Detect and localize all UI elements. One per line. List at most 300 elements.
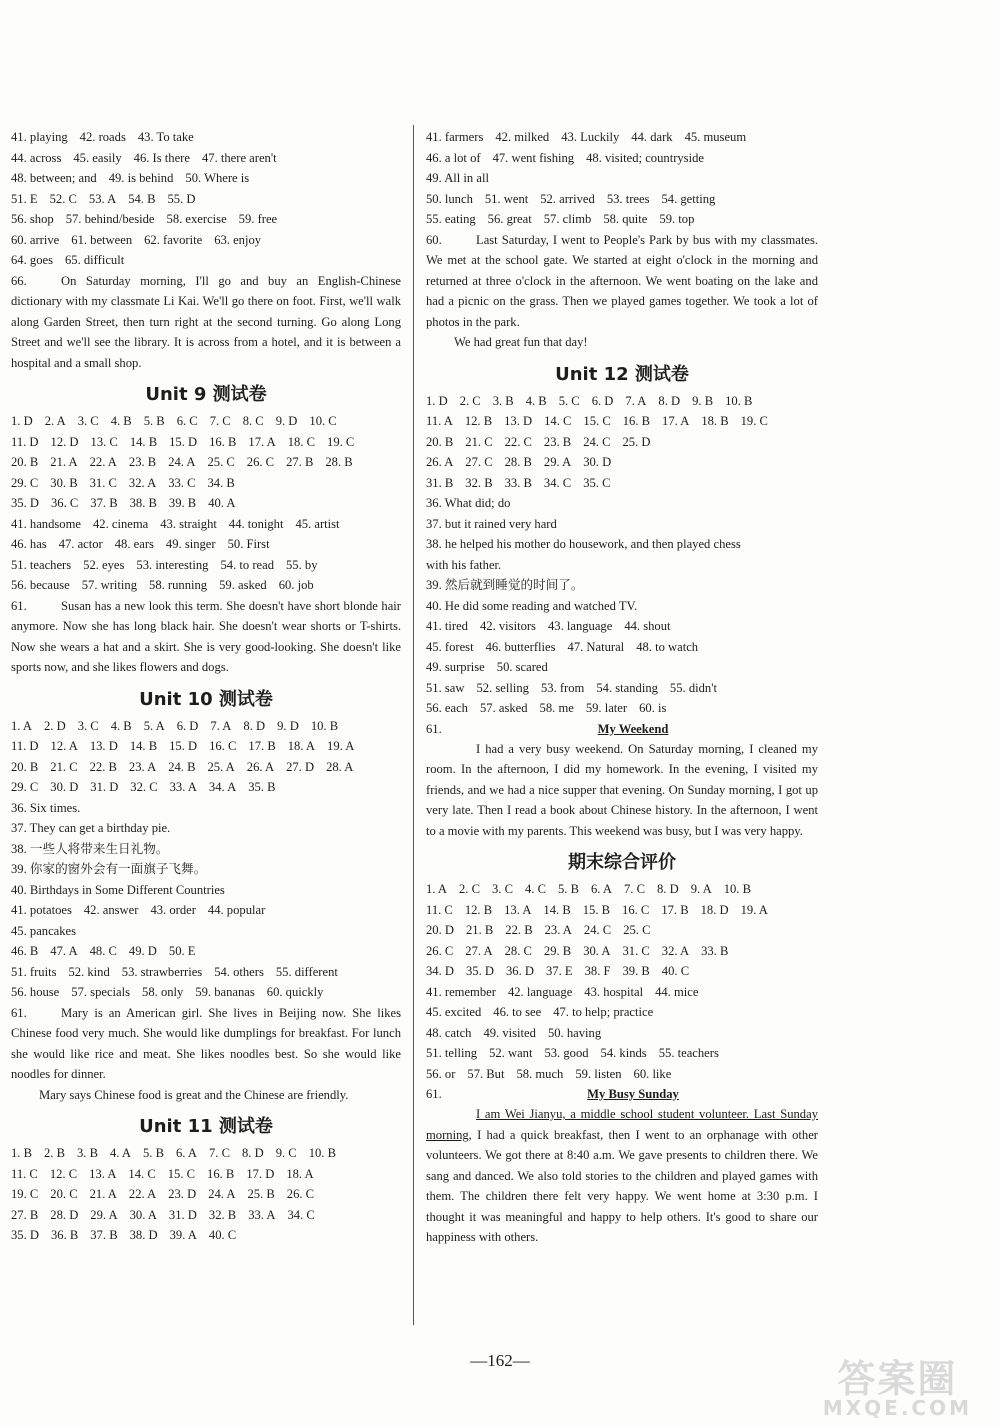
answer-line xyxy=(11,880,401,901)
answer-item: 22. A xyxy=(89,455,117,469)
question-label: 61. xyxy=(426,1087,442,1101)
answer-line xyxy=(11,757,401,778)
answer-item: 20. B xyxy=(426,434,454,449)
answer-item: 1. D xyxy=(11,414,33,428)
answer-item: 32. B xyxy=(465,475,493,490)
answer-item: 49. All in all xyxy=(426,171,489,185)
answer-item: 3. B xyxy=(492,393,514,408)
answer-item: 54. kinds xyxy=(600,1046,647,1060)
answer-item: 30. D xyxy=(50,780,79,794)
answer-item: 57. climb xyxy=(543,212,592,226)
answer-line xyxy=(426,961,818,982)
answer-item: 46. butterflies xyxy=(485,639,556,654)
answer-item: 17. B xyxy=(661,902,689,917)
answer-item: 5. B xyxy=(558,882,579,896)
answer-item: 22. B xyxy=(505,923,533,937)
answer-item: 38. 一些人将带来生日礼物。 xyxy=(11,841,169,856)
answer-item: 44. shout xyxy=(624,619,671,633)
answer-line xyxy=(11,230,401,251)
answer-item: 47. A xyxy=(50,944,78,958)
answer-item: 6. A xyxy=(176,1146,197,1160)
answer-item: 15. C xyxy=(583,414,611,428)
answer-item: 23. D xyxy=(168,1187,197,1201)
answer-lines xyxy=(11,1143,401,1246)
answer-item: 11. A xyxy=(426,414,453,428)
answer-item: 43. order xyxy=(150,903,196,917)
unit12-question-61 xyxy=(426,719,818,842)
answer-item: 38. B xyxy=(129,496,157,510)
answer-item: 39. 然后就到睡觉的时间了。 xyxy=(426,578,584,592)
unit9-question-61 xyxy=(11,596,401,678)
answer-item: 15. C xyxy=(167,1166,196,1181)
answer-item: 47. actor xyxy=(58,537,103,551)
answer-line xyxy=(426,411,818,432)
answer-item: 60. is xyxy=(639,701,667,715)
answer-item: 29. B xyxy=(543,943,572,958)
answer-item: 50. scared xyxy=(496,660,548,674)
answer-item: 64. goes xyxy=(11,253,53,267)
answer-item: 11. D xyxy=(11,434,39,449)
answer-item: 57. behind/beside xyxy=(65,212,155,226)
answer-item: 9. B xyxy=(692,393,714,408)
answer-lines xyxy=(11,127,401,271)
answer-line xyxy=(426,1064,818,1085)
answer-item: 41. potatoes xyxy=(11,903,72,917)
answer-item: 46. Is there xyxy=(133,150,190,165)
answer-line xyxy=(426,596,818,617)
answer-item: 19. A xyxy=(327,739,355,753)
answer-item: 12. B xyxy=(464,902,493,917)
answer-item: 63. enjoy xyxy=(214,232,262,247)
answer-item: 45. museum xyxy=(684,130,747,144)
answer-item: 49. surprise xyxy=(426,660,485,674)
answer-line xyxy=(11,1225,401,1246)
answer-item: 54. to read xyxy=(220,557,274,572)
answer-item: 40. He did some reading and watched TV. xyxy=(426,598,638,613)
answer-item: 55. different xyxy=(275,964,338,979)
section-title-unit9: Unit 9 测试卷 xyxy=(145,384,267,405)
answer-item: 34. B xyxy=(207,475,235,490)
section-title-final: 期末综合评价 xyxy=(568,852,676,873)
answer-item: 20. C xyxy=(50,1187,78,1201)
answer-item: 44. popular xyxy=(207,903,266,917)
answer-item: 36. C xyxy=(51,496,79,510)
answer-line xyxy=(426,1023,818,1044)
answer-item: 56. because xyxy=(11,578,70,592)
essay-title: My Busy Sunday xyxy=(587,1087,679,1101)
answer-item: 4. B xyxy=(110,414,132,428)
answer-line xyxy=(426,637,818,658)
answer-item: 60. like xyxy=(633,1066,672,1081)
answer-item: 7. C xyxy=(209,1146,230,1160)
answer-item: 6. D xyxy=(591,393,614,408)
answer-item: 25. C xyxy=(623,923,651,937)
answer-item: 30. A xyxy=(583,943,611,958)
answer-item: 36. Six times. xyxy=(11,800,81,815)
answer-item: 24. C xyxy=(583,434,611,449)
answer-item: 59. later xyxy=(585,701,628,715)
answer-item: 30. B xyxy=(50,475,78,490)
answer-item: 37. They can get a birthday pie. xyxy=(11,821,171,835)
answer-line xyxy=(11,493,401,514)
answer-item: 36. D xyxy=(506,964,534,978)
answer-item: 13. C xyxy=(90,434,118,449)
answer-item: 57. asked xyxy=(479,701,528,715)
answer-line xyxy=(11,921,401,942)
answer-item: 31. C xyxy=(622,943,650,958)
answer-line xyxy=(426,1002,818,1023)
answer-item: 38. F xyxy=(584,964,611,978)
answer-item: 8. D xyxy=(243,718,266,733)
answer-line xyxy=(11,777,401,798)
answer-item: 16. C xyxy=(622,902,650,917)
answer-item: 34. D xyxy=(426,964,454,978)
answer-item: 56. or xyxy=(426,1066,456,1081)
answer-item: 58. quite xyxy=(603,212,648,226)
answer-item: 31. D xyxy=(168,1207,197,1222)
answer-item: 13. A xyxy=(504,902,532,917)
question-label: 61. xyxy=(11,1005,27,1020)
answer-item: 50. lunch xyxy=(426,191,473,206)
answer-item: 14. C xyxy=(128,1166,156,1181)
answer-item: 34. C xyxy=(543,475,572,490)
answer-item: 9. C xyxy=(275,1146,297,1160)
answer-item: 46. a lot of xyxy=(426,150,481,165)
answer-item: 12. D xyxy=(50,434,79,449)
answer-item: 29. C xyxy=(11,475,39,490)
answer-item: 26. C xyxy=(426,943,454,958)
answer-item: 36. What did; do xyxy=(426,496,511,510)
answer-item: 27. A xyxy=(465,943,493,958)
answer-item: 25. A xyxy=(207,759,235,774)
answer-item: 18. A xyxy=(287,739,316,753)
answer-item: 6. C xyxy=(176,414,198,428)
section-title-unit12: Unit 12 测试卷 xyxy=(555,363,689,385)
answer-item: 54. getting xyxy=(661,191,716,206)
answer-item: 44. across xyxy=(11,150,62,165)
answer-item: 5. B xyxy=(143,1146,164,1160)
answer-item: 42. answer xyxy=(83,903,139,917)
answer-item: 39. B xyxy=(168,496,197,510)
answer-item: 3. B xyxy=(77,1146,98,1160)
answer-line xyxy=(426,920,818,941)
answer-item: 19. C xyxy=(11,1187,39,1201)
essay-paragraph: We had great fun that day! xyxy=(454,335,588,349)
answer-item: 43. hospital xyxy=(584,984,644,999)
answer-line xyxy=(426,452,818,473)
answer-item: 52. C xyxy=(49,191,77,206)
answer-item: 35. D xyxy=(11,496,39,510)
answer-item: 16. C xyxy=(209,739,237,753)
essay-paragraph: Mary is an American girl. She lives in Beijing now. She likes Chinese food very much. She would like dumplings for breakfast. For lunch she would like rice and meat. She likes noodles best. So she would like noodles for dinner. xyxy=(11,1005,401,1081)
answer-item: 55. by xyxy=(286,557,318,572)
left-column xyxy=(11,127,401,1246)
answer-item: 43. Luckily xyxy=(561,130,620,144)
answer-item: 8. D xyxy=(657,882,679,896)
answer-item: 40. C xyxy=(661,964,690,978)
answer-item: 13. D xyxy=(89,739,118,753)
answer-item: 50. E xyxy=(168,944,196,958)
answer-item: 31. D xyxy=(90,780,119,794)
answer-item: 47. Natural xyxy=(567,639,625,654)
answer-item: 37. but it rained very hard xyxy=(426,516,557,531)
answer-item: 25. B xyxy=(247,1187,275,1201)
answer-item: 65. difficult xyxy=(64,253,125,267)
answer-item: 35. C xyxy=(583,475,611,490)
answer-line xyxy=(11,148,401,169)
answer-item: 44. tonight xyxy=(228,516,284,531)
answer-item: 27. B xyxy=(286,455,314,469)
answer-line xyxy=(426,555,818,576)
answer-item: 31. B xyxy=(426,475,454,490)
answer-item: 59. listen xyxy=(575,1066,622,1081)
answer-line xyxy=(11,736,401,757)
answer-line xyxy=(426,493,818,514)
answer-item: 59. top xyxy=(659,212,695,226)
answer-item: 14. B xyxy=(129,434,158,449)
answer-item: 26. C xyxy=(246,455,275,469)
answer-item: 22. C xyxy=(504,434,532,449)
answer-item: 17. A xyxy=(662,414,690,428)
answer-item: 53. strawberries xyxy=(121,964,203,979)
answer-item: 55. teachers xyxy=(658,1046,719,1060)
answer-item: 24. B xyxy=(168,759,196,774)
answer-item: 40. Birthdays in Some Different Countries xyxy=(11,882,225,897)
answer-item: 18. B xyxy=(701,414,729,428)
answer-item: 5. B xyxy=(143,414,165,428)
answer-item: 7. A xyxy=(210,718,232,733)
answer-line xyxy=(11,716,401,737)
answer-item: 2. B xyxy=(44,1146,65,1160)
answer-item: 31. C xyxy=(89,475,117,490)
answer-item: 42. roads xyxy=(79,130,126,144)
answer-item: 1. D xyxy=(426,393,448,408)
answer-item: 41. tired xyxy=(426,619,468,633)
answer-item: 37. B xyxy=(90,496,118,510)
answer-item: 32. A xyxy=(128,475,157,490)
answer-item: 12. B xyxy=(464,414,493,428)
answer-item: 4. A xyxy=(110,1146,131,1160)
answer-item: 21. B xyxy=(466,923,494,937)
answer-item: 34. C xyxy=(287,1207,315,1222)
answer-item: 2. C xyxy=(459,882,480,896)
answer-lines xyxy=(11,411,401,596)
answer-item: 12. C xyxy=(49,1166,78,1181)
answer-item: 19. A xyxy=(740,902,768,917)
essay-paragraph: I had a very busy weekend. On Saturday morning, I cleaned my room. In the afternoon, I did my homework. In the evening, I visited my friends, and we had a nice supper that evening. On Sunday morning, I got up very late. Then I read a book about Chinese history. In the afternoon, I went to a movie with my parents. This weekend was busy, but I was very happy. xyxy=(426,741,818,838)
answer-item: 16. B xyxy=(209,434,237,449)
answer-line xyxy=(11,473,401,494)
answer-line xyxy=(426,657,818,678)
answer-line xyxy=(426,698,818,719)
answer-line xyxy=(11,1164,401,1185)
answer-item: 17. B xyxy=(248,739,276,753)
answer-item: 28. B xyxy=(325,455,353,469)
answer-item: 15. D xyxy=(169,434,198,449)
answer-item: 58. only xyxy=(142,985,184,999)
answer-lines xyxy=(11,716,401,1003)
answer-item: 28. D xyxy=(50,1207,79,1222)
answer-item: 47. to help; practice xyxy=(553,1005,654,1019)
answer-item: 51. telling xyxy=(426,1046,478,1060)
answer-item: 43. To take xyxy=(137,130,194,144)
answer-item: 10. B xyxy=(310,718,339,733)
answer-item: 20. B xyxy=(11,455,39,469)
answer-item: 32. B xyxy=(208,1207,237,1222)
answer-item: 33. A xyxy=(248,1207,276,1222)
answer-item: 52. selling xyxy=(476,680,529,695)
answer-line xyxy=(11,962,401,983)
answer-item: 10. B xyxy=(725,393,753,408)
answer-line xyxy=(11,798,401,819)
answer-item: 36. B xyxy=(51,1228,79,1242)
answer-item: 27. D xyxy=(286,759,315,774)
answer-line xyxy=(11,250,401,271)
answer-item: 48. C xyxy=(89,944,117,958)
answer-item: 13. A xyxy=(89,1166,117,1181)
answer-item: 18. A xyxy=(286,1166,314,1181)
answer-item: 43. language xyxy=(547,619,613,633)
answer-item: 2. C xyxy=(459,393,481,408)
answer-item: 58. much xyxy=(516,1066,564,1081)
answer-item: 1. A xyxy=(11,718,32,733)
answer-item: 52. kind xyxy=(68,964,110,979)
answer-item: 22. A xyxy=(128,1187,157,1201)
answer-line xyxy=(426,534,818,555)
answer-item: 58. running xyxy=(149,578,208,592)
answer-item: 8. D xyxy=(658,393,681,408)
right-column xyxy=(426,127,818,1248)
answer-item: 3. C xyxy=(492,882,513,896)
answer-item: 57. writing xyxy=(81,578,138,592)
answer-item: 23. A xyxy=(544,923,572,937)
answer-line xyxy=(11,411,401,432)
answer-item: 27. B xyxy=(11,1207,39,1222)
answer-item: 9. D xyxy=(275,414,298,428)
answer-line xyxy=(11,127,401,148)
answer-item: 6. D xyxy=(176,718,199,733)
answer-item: 25. D xyxy=(622,434,651,449)
answer-item: 24. A xyxy=(168,455,196,469)
answer-item: 34. A xyxy=(208,780,237,794)
answer-item: 47. went fishing xyxy=(492,150,575,165)
answer-line xyxy=(426,432,818,453)
answer-item: 7. C xyxy=(624,882,645,896)
answer-line xyxy=(11,941,401,962)
answer-item: 2. A xyxy=(44,414,66,428)
question-60 xyxy=(426,230,818,353)
answer-item: 42. cinema xyxy=(92,516,149,531)
answer-item: 56. great xyxy=(487,212,532,226)
answer-item: 28. C xyxy=(504,943,532,958)
answer-item: 29. C xyxy=(11,780,39,794)
answer-item: 16. B xyxy=(207,1166,235,1181)
answer-item: 58. exercise xyxy=(166,212,227,226)
answer-item: 29. A xyxy=(543,455,572,469)
answer-item: 53. good xyxy=(544,1046,589,1060)
question-label: 60. xyxy=(426,232,442,247)
answer-item: 55. eating xyxy=(426,212,476,226)
answer-lines xyxy=(426,879,818,1084)
answer-item: 35. B xyxy=(248,780,276,794)
essay-text: I had a quick breakfast, then I went to an orphanage with other volunteers. We got there at 8:40 a.m. We gave presents to children there. We sang and danced. We also told stories to the children and played games with them. The children there felt very happy. We went home at 3:30 p.m. I thought it was meaningful and happy to help others. It's good to share our happiness with others. xyxy=(426,1127,818,1244)
answer-item: 15. B xyxy=(582,902,611,917)
answer-item: 1. A xyxy=(426,882,447,896)
answer-item: 52. want xyxy=(489,1046,533,1060)
answer-item: 37. B xyxy=(90,1228,118,1242)
answer-item: 24. C xyxy=(583,923,612,937)
answer-item: 53. A xyxy=(88,191,117,206)
answer-item: 8. C xyxy=(242,414,264,428)
answer-item: 18. D xyxy=(700,902,729,917)
answer-item: 62. favorite xyxy=(144,232,203,247)
answer-item: 22. B xyxy=(89,759,117,774)
answer-item: 44. dark xyxy=(631,130,673,144)
watermark-url: MXQE.COM xyxy=(822,1396,972,1420)
answer-item: 53. trees xyxy=(606,191,650,206)
answer-line xyxy=(11,1143,401,1164)
answer-item: 51. went xyxy=(484,191,529,206)
answer-item: 51. teachers xyxy=(11,557,72,572)
answer-item: 45. forest xyxy=(426,639,474,654)
answer-line xyxy=(426,391,818,412)
answer-item: 46. B xyxy=(11,944,39,958)
answer-item: 37. E xyxy=(546,964,573,978)
answer-item: 47. there aren't xyxy=(201,150,277,165)
answer-line xyxy=(11,839,401,860)
answer-item: 7. A xyxy=(625,393,647,408)
answer-item: 21. A xyxy=(89,1187,117,1201)
answer-item: 24. A xyxy=(208,1187,236,1201)
answer-item: 17. D xyxy=(246,1166,275,1181)
answer-line xyxy=(11,534,401,555)
answer-item: 48. catch xyxy=(426,1025,472,1040)
answer-line xyxy=(426,879,818,900)
answer-line xyxy=(11,900,401,921)
answer-item: 57. But xyxy=(467,1066,505,1081)
answer-line xyxy=(426,514,818,535)
answer-item: 26. A xyxy=(246,759,275,774)
answer-item: 15. D xyxy=(169,739,198,753)
answer-item: 35. D xyxy=(11,1228,39,1242)
answer-item: 9. A xyxy=(690,882,712,896)
answer-item: 48. to watch xyxy=(636,639,699,654)
answer-line xyxy=(11,818,401,839)
answer-line xyxy=(426,941,818,962)
answer-item: 10. B xyxy=(723,882,751,896)
answer-item: 39. 你家的窗外会有一面旗子飞舞。 xyxy=(11,862,207,876)
answer-item: 59. asked xyxy=(219,578,267,592)
answer-line xyxy=(426,1043,818,1064)
answer-item: 42. language xyxy=(507,984,573,999)
answer-item: 58. me xyxy=(539,701,574,715)
answer-item: 48. visited; countryside xyxy=(586,150,704,165)
answer-line xyxy=(426,900,818,921)
answer-item: 33. A xyxy=(169,780,197,794)
answer-item: 49. singer xyxy=(165,537,216,551)
answer-item: 28. B xyxy=(504,455,532,469)
answer-item: 6. A xyxy=(591,882,612,896)
answer-item: 9. D xyxy=(277,718,299,733)
answer-item: 60. job xyxy=(278,578,314,592)
answer-item: 41. handsome xyxy=(11,516,81,531)
answer-line xyxy=(11,432,401,453)
answer-item: 21. A xyxy=(50,455,78,469)
answer-item: 45. artist xyxy=(295,516,340,531)
answer-item: 42. visitors xyxy=(479,619,536,633)
answer-line xyxy=(11,514,401,535)
answer-item: 45. excited xyxy=(426,1005,482,1019)
